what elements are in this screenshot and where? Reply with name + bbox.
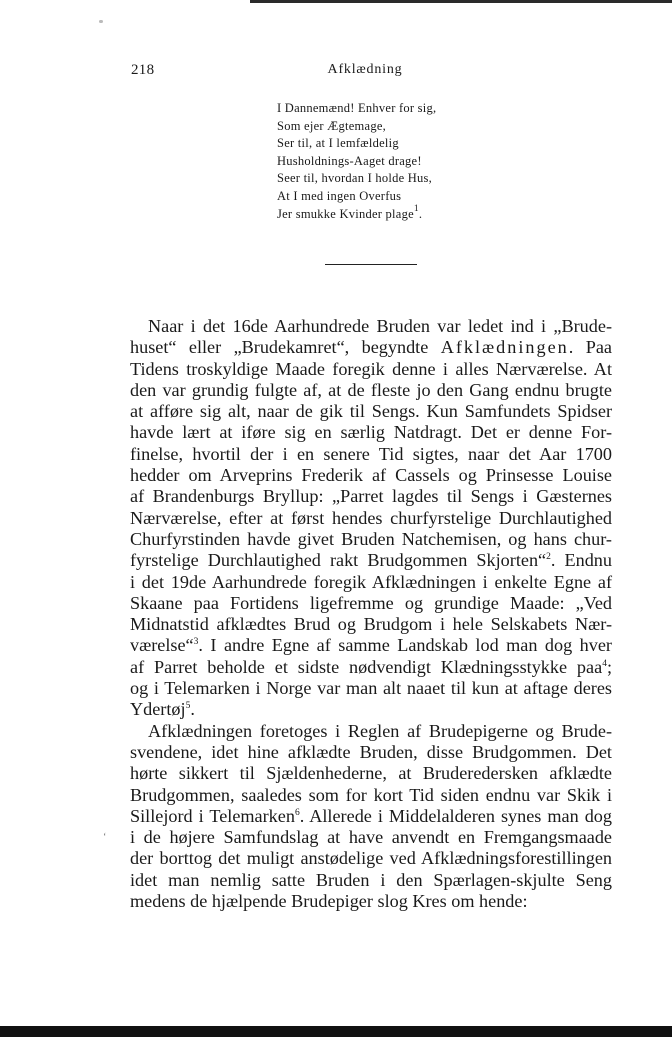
text-line: Tidens troskyldige Maade foregik denne i alles Nærværelse. At	[130, 358, 612, 379]
poem-line: Husholdnings-Aaget drage!	[277, 153, 422, 168]
text-span: værelse“	[130, 635, 194, 656]
text-line	[130, 657, 612, 678]
text-line: havde lært at iføre sig en særlig Natdragt. Det er denne For-	[130, 422, 612, 443]
text-line	[130, 699, 612, 720]
text-line: Skaane paa Fortidens ligefremme og grundige Maade: „Ved	[130, 592, 612, 613]
text-span: . Endnu	[550, 550, 612, 571]
text-line: og i Telemarken i Norge var man alt naaet til kun at aftage deres	[130, 678, 612, 699]
running-title: Afklædning	[327, 62, 403, 77]
footnote-ref: 6	[294, 807, 300, 818]
text-span: fyrstelige Durchlautighed rakt Brudgommen Skjorten“	[130, 550, 547, 571]
text-span: Sillejord i Telemarken	[130, 805, 295, 826]
text-line: Brudgommen, saaledes som for kort Tid siden endnu var Skik i	[130, 784, 612, 805]
poem-line: Ser til, at I lemfældelig	[277, 136, 399, 151]
text-line: hørte sikkert til Sjældenhederne, at Bruderedersken afklædte	[130, 763, 612, 784]
text-line: Churfyrstinden havde givet Bruden Natchemisen, og hans chur-	[130, 528, 612, 549]
text-line: af Brandenburgs Bryllup: „Parret lagdes til Sengs i Gæsternes	[130, 486, 612, 507]
margin-mark: ‘	[103, 832, 107, 843]
text-span: Ydertøj	[130, 699, 186, 720]
text-line: at afføre sig alt, naar de gik til Sengs. Kun Samfundets Spidser	[130, 401, 612, 422]
text-line: svendene, idet hine afklædte Bruden, disse Brudgommen. Det	[130, 741, 612, 762]
text-line: i det 19de Aarhundrede foregik Afklædningen i enkelte Egne af	[130, 571, 612, 592]
text-line: i de højere Samfundslag at have anvendt en Fremgangsmaade	[130, 827, 612, 848]
poem-line: Jer smukke Kvinder plage$^1$.	[277, 203, 423, 221]
text-line	[130, 806, 612, 827]
text-span: . I andre Egne af samme Landskab lod man dog hver	[198, 635, 612, 656]
poem-line: At I med ingen Overfus	[277, 188, 402, 203]
text-line	[130, 550, 612, 571]
footnote-ref: 3	[193, 637, 199, 648]
footnote-ref: 2	[546, 552, 551, 563]
text-span: huset“ eller „Brudekamret“, begyndte	[130, 337, 441, 358]
section-divider	[325, 264, 417, 265]
page-number: 218	[131, 62, 155, 78]
text-line: Afklædningen foretoges i Reglen af Brudepigerne og Brude-	[148, 720, 612, 741]
body-text	[130, 316, 612, 912]
text-line: finelse, hvortil der i en senere Tid sigtes, naar det Aar 1700	[130, 443, 612, 464]
text-span: af Parret beholde et sidste nødvendigt Klædningsstykke paa	[130, 656, 603, 677]
poem-line: Som ejer Ægtemage,	[277, 118, 386, 133]
text-line: Midnatstid afklædtes Brud og Brudgom i hele Selskabets Nær-	[130, 614, 612, 635]
text-span: ;	[606, 656, 612, 677]
text-line: Naar i det 16de Aarhundrede Bruden var ledet ind i „Brude-	[148, 316, 612, 336]
footnote-ref: 4	[602, 658, 607, 669]
text-line	[130, 337, 612, 358]
text-line: hedder om Arveprins Frederik af Cassels og Prinsesse Louise	[130, 465, 612, 486]
text-line: idet man nemlig satte Bruden i den Spærlagen-skjulte Seng	[130, 869, 612, 890]
spaced-term: Afklædningen	[440, 337, 569, 358]
page-bottom-edge	[0, 1026, 672, 1037]
text-line: der borttog det muligt anstødelige ved Afklædningsforestillingen	[130, 848, 612, 869]
text-span: .	[190, 699, 195, 720]
poem-line: Seer til, hvordan I holde Hus,	[277, 171, 433, 186]
text-line: medens de hjælpende Brudepiger slog Kres om hende:	[130, 891, 528, 912]
text-span: . Allerede i Middelalderen synes man dog	[299, 805, 612, 826]
paper-spot	[99, 20, 103, 23]
footnote-ref: 1	[413, 203, 419, 214]
page-top-edge	[250, 0, 672, 3]
text-line: den var grundig fulgte af, at de fleste jo den Gang endnu brugte	[130, 379, 612, 400]
poem-line-text: Jer smukke Kvinder plage	[277, 206, 414, 221]
poem-block	[277, 100, 436, 223]
poem-line: I Dannemænd! Enhver for sig,	[277, 101, 437, 115]
text-line: Nærværelse, efter at først hendes churfyrstelige Durchlautighed	[130, 507, 612, 528]
footnote-ref: 5	[185, 701, 191, 712]
text-span: . Paa	[568, 337, 612, 358]
text-line	[130, 635, 612, 656]
